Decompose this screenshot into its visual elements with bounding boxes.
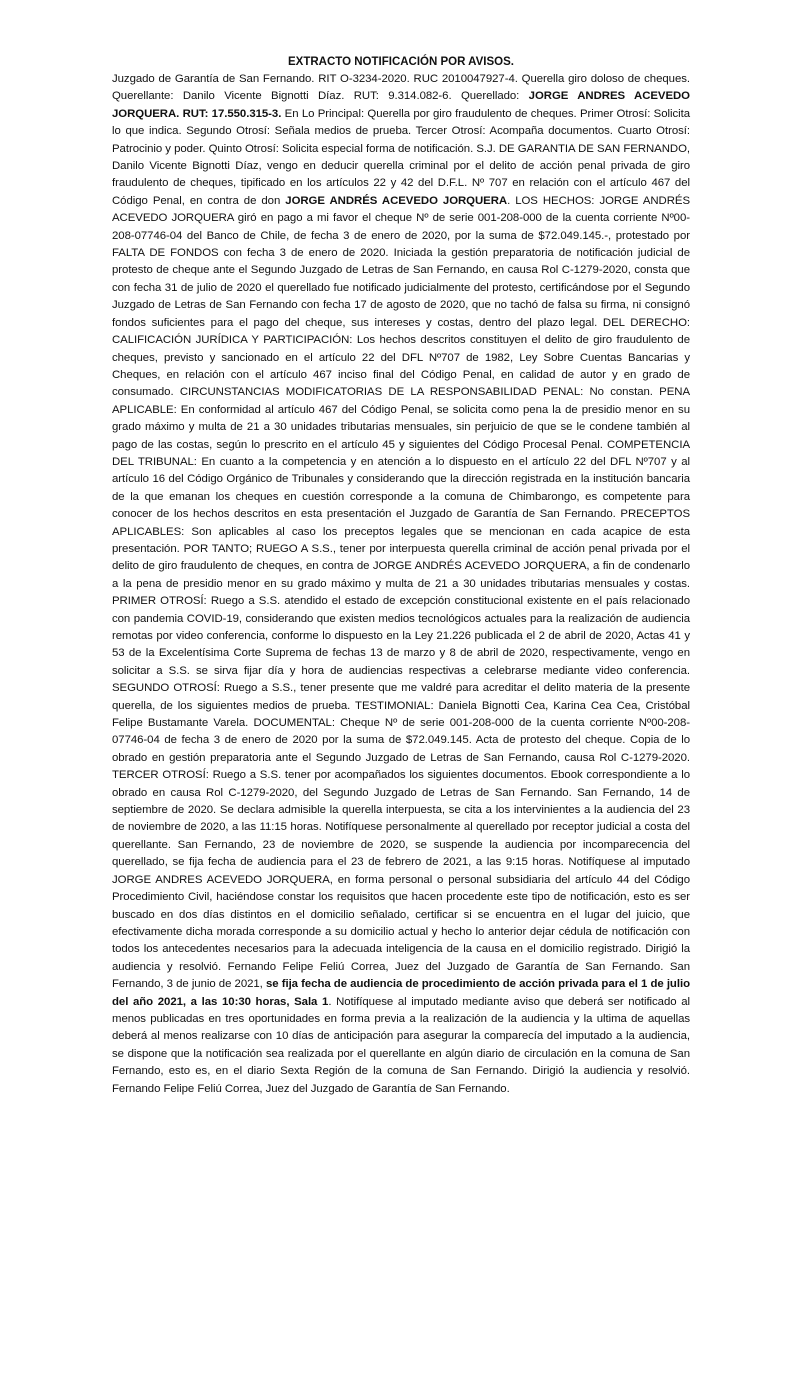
notice-body bbox=[112, 71, 690, 1098]
text-segment: . LOS HECHOS: JORGE ANDRÉS ACEVEDO JORQUERA giró en pago a mi favor el cheque Nº de serie 001-208-000 de la cuenta corriente Nº00-208-07746-04 del Banco de Chile, de fecha 3 de enero de 2020, por la suma de $72.049.145.-, protestado por FALTA DE FONDOS con fecha 3 de enero de 2020. Iniciada la gestión preparatoria de notificación judicial de protesto de cheque ante el Segundo Juzgado de Letras de San Fernando, en causa Rol C-1279-2020, consta que con fecha 31 de julio de 2020 el querellado fue notificado judicialmente del protesto, certificándose por el Segundo Juzgado de Letras de San Fernando con fecha 17 de agosto de 2020, que no tachó de falsa su firma, ni consignó fondos suficientes para el pago del cheque, sus intereses y costas, dentro del plazo legal. DEL DERECHO: CALIFICACIÓN JURÍDICA Y PARTICIPACIÓN: Los hechos descritos constituyen el delito de giro fraudulento de cheques, previsto y sancionado en el artículo 22 del DFL Nº707 de 1982, Ley Sobre Cuentas Bancarias y Cheques, en relación con el artículo 467 inciso final del Código Penal, en calidad de autor y en grado de consumado. CIRCUNSTANCIAS MODIFICATORIAS DE LA RESPONSABILIDAD PENAL: No constan. PENA APLICABLE: En conformidad al artículo 467 del Código Penal, se solicita como pena la de presidio menor en su grado máximo y multa de 21 a 30 unidades tributarias mensuales, sin perjuicio de que se le condene también al pago de las costas, según lo prescrito en el artículo 45 y siguientes del Código Procesal Penal. COMPETENCIA DEL TRIBUNAL: En cuanto a la competencia y en atención a lo dispuesto en el artículo 22 del DFL Nº707 y al artículo 16 del Código Orgánico de Tribunales y considerando que la dirección registrada en la institución bancaria de la que emanan los cheques en cuestión corresponde a la comuna de Chimbarongo, es competente para conocer de los hechos descritos en esta presentación el Juzgado de Garantía de San Fernando. PRECEPTOS APLICABLES: Son aplicables al caso los preceptos legales que se mencionan en cada acapice de esta presentación. POR TANTO; RUEGO A S.S., tener por interpuesta querella criminal de acción penal privada por el delito de giro fraudulento de cheques, en contra de JORGE ANDRÉS ACEVEDO JORQUERA, a fin de condenarlo a la pena de presidio menor en su grado máximo y multa de 21 a 30 unidades tributarias mensuales y costas. PRIMER OTROSÍ: Ruego a S.S. atendido el estado de excepción constitucional existente en el país relacionado con pandemia COVID-19, considerando que existen medios tecnológicos actuales para la realización de audiencia remotas por video conferencia, conforme lo dispuesto en la Ley 21.226 publicada el 2 de abril de 2020, Actas 41 y 53 de la Excelentísima Corte Suprema de fechas 13 de marzo y 8 de abril de 2020, respectivamente, vengo en solicitar a S.S. se sirva fijar día y hora de audiencias respectivas a celebrarse mediante video conferencia. SEGUNDO OTROSÍ: Ruego a S.S., tener presente que me valdré para acreditar el delito materia de la presente querella, de los siguientes medios de prueba. TESTIMONIAL: Daniela Bignotti Cea, Karina Cea Cea, Cristóbal Felipe Bustamante Varela. DOCUMENTAL: Cheque Nº de serie 001-208-000 de la cuenta corriente Nº00-208-07746-04 de fecha 3 de enero de 2020 por la suma de $72.049.145. Acta de protesto del cheque. Copia de lo obrado en gestión preparatoria ante el Segundo Juzgado de Letras de San Fernando, causa Rol C-1279-2020. TERCER OTROSÍ: Ruego a S.S. tener por acompañados los siguientes documentos. Ebook correspondiente a lo obrado en causa Rol C-1279-2020, del Segundo Juzgado de Letras de San Fernando. San Fernando, 14 de septiembre de 2020. Se declara admisible la querella interpuesta, se cita a los intervinientes a la audiencia del 23 de noviembre de 2020, a las 11:15 horas. Notifíquese personalmente al querellado por receptor judicial a costa del querellante. San Fernando, 23 de noviembre de 2020, se suspende la audiencia por incomparecencia del querellado, se fija fecha de audiencia para el 23 de febrero de 2021, a las 9:15 horas. Notifíquese al imputado JORGE ANDRES ACEVEDO JORQUERA, en forma personal o personal subsidiaria del artículo 44 del Código Procedimiento Civil, haciéndose constar los requisitos que hacen procedente este tipo de notificación, esto es ser buscado en dos días distintos en el domicilio señalado, certificar si se encuentra en el lugar del juicio, que efectivamente dicha morada corresponde a su domicilio actual y hecho lo anterior dejar cédula de notificación con todos los antecedentes necesarios para la adecuada inteligencia de la causa en el domicilio registrado. Dirigió la audiencia y resolvió. Fernando Felipe Feliú Correa, Juez del Juzgado de Garantía de San Fernando. San Fernando, 3 de junio de 2021, bbox=[112, 194, 691, 991]
text-segment: . Notifíquese al imputado mediante aviso que deberá ser notificado al menos publicadas en tres oportunidades en forma previa a la realización de la audiencia y la ultima de aquellas deberá al menos realizarse con 10 días de anticipación para asegurar la comparecía del imputado a la audiencia, se dispone que la notificación sea realizada por el querellante en algún diario de circulación en la comuna de San Fernando, esto es, en el diario Sexta Región de la comuna de San Fernando. Dirigió la audiencia y resolvió. Fernando Felipe Feliú Correa, Juez del Juzgado de Garantía de San Fernando. bbox=[112, 995, 690, 1095]
bold-segment: JORGE ANDRÉS ACEVEDO JORQUERA bbox=[285, 194, 508, 207]
text-segment: Juzgado de Garantía de San Fernando. RIT O-3234-2020. RUC 2010047927-4. Querella giro doloso de cheques. Querellante: Danilo Vicente Bignotti Díaz. RUT: 9.314.082-6. Querellado: bbox=[112, 73, 690, 103]
document-title: EXTRACTO NOTIFICACIÓN POR AVISOS. bbox=[288, 56, 514, 68]
bold-segment: se fija fecha de audiencia de procedimiento de acción privada para el 1 de julio del año 2021, a las 10:30 horas, Sala 1 bbox=[112, 978, 690, 1008]
notice-document bbox=[112, 54, 690, 1098]
bold-segment: JORGE ANDRES ACEVEDO JORQUERA. RUT: 17.550.315-3. bbox=[112, 90, 690, 120]
text-segment: En Lo Principal: Querella por giro fraudulento de cheques. Primer Otrosí: Solicita lo que indica. Segundo Otrosí: Señala medios de prueba. Tercer Otrosí: Acompaña documentos. Cuarto Otrosí: Patrocinio y poder. Quinto Otrosí: Solicita especial forma de notificación. S.J. DE GARANTIA DE SAN FERNANDO, Danilo Vicente Bignotti Díaz, vengo en deducir querella criminal por el delito de acción penal privada de giro fraudulento de cheques, tipificado en los artículos 22 y 42 del D.F.L. Nº 707 en relación con el artículo 467 del Código Penal, en contra de don bbox=[112, 107, 690, 207]
